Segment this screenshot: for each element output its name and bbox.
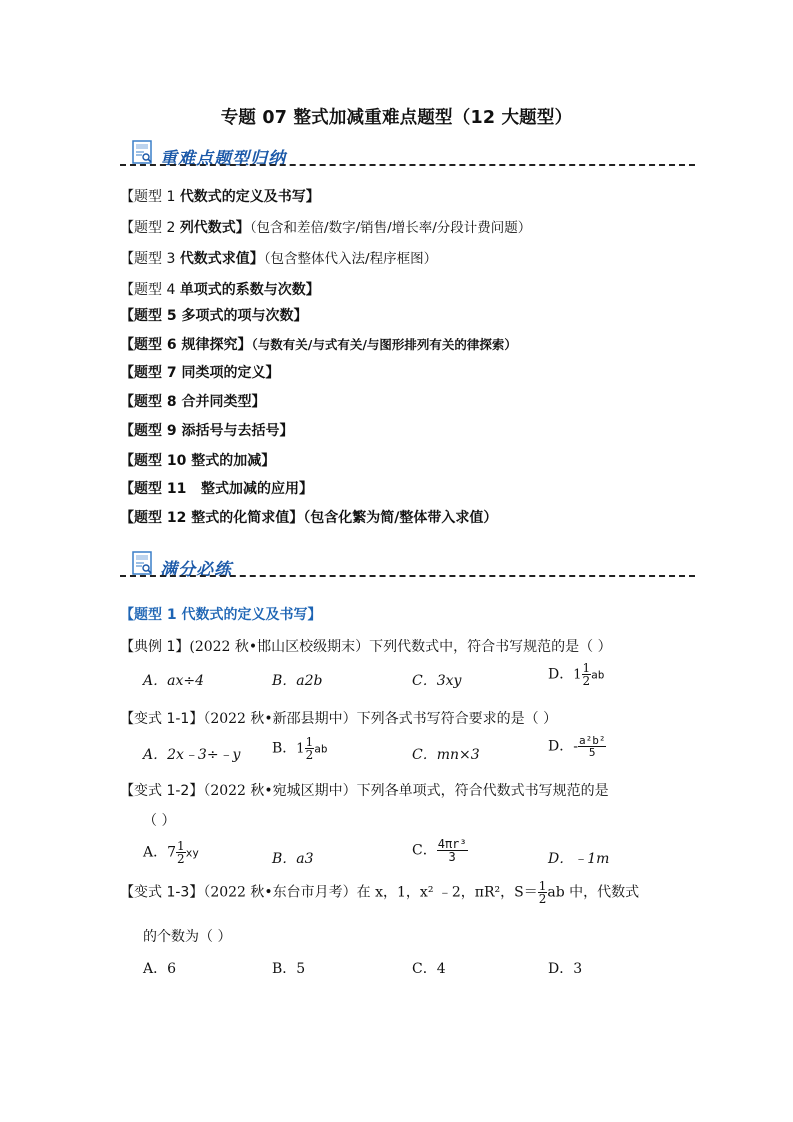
toc-item <box>120 216 531 237</box>
toc-label: 【题型 9 <box>120 423 182 439</box>
section-heading: 满分必练 <box>160 560 232 580</box>
option-d[interactable]: D．- $\frac{\text{a²b²}}{5}$ <box>548 734 606 759</box>
dashed-divider <box>120 164 695 166</box>
question-tag: 【变式 1-2】 <box>120 783 204 799</box>
toc-item <box>120 450 275 470</box>
toc-head: 单项式的系数与次数】 <box>179 282 320 298</box>
option-c[interactable]: C．4 <box>412 961 446 977</box>
dashed-divider <box>120 575 695 577</box>
option-b[interactable]: B．5 <box>272 961 306 977</box>
answer-bracket: （ ） <box>143 813 176 829</box>
toc-label: 【题型 6 <box>120 337 182 353</box>
toc-item <box>120 362 280 382</box>
section-header-practice <box>120 547 700 595</box>
toc-head: 同类项的定义】 <box>181 365 280 381</box>
question-tag: 【变式 1-1】 <box>120 711 204 727</box>
question-text: ab 中，代数式 <box>547 884 640 901</box>
option-a[interactable]: A．6 <box>143 961 177 977</box>
toc-label: 【题型 3 <box>120 251 180 267</box>
toc-head: 添括号与去括号】 <box>181 423 294 439</box>
document-search-icon <box>132 551 154 576</box>
toc-label: 【题型 7 <box>120 365 182 381</box>
option-b[interactable]: B．a2b <box>272 673 323 689</box>
question-tag: 【变式 1-3】 <box>120 884 204 901</box>
question-text: （2022 秋•新邵县期中）下列各式书写符合要求的是（ ） <box>203 711 558 727</box>
option-d[interactable]: D．1 $\frac{1}{2}$ ab <box>548 661 605 688</box>
section-heading: 重难点题型归纳 <box>160 149 286 169</box>
document-search-icon <box>132 140 154 165</box>
fraction: $\frac{1}{2}$ <box>305 735 314 762</box>
option-c[interactable]: C．mn×3 <box>412 747 480 763</box>
question-text: (2022 秋•邯山区校级期末）下列代数式中，符合书写规范的是（ ） <box>189 639 612 655</box>
toc-head: 整式的化简求值】（包含化繁为简/整体带入求值） <box>191 510 498 526</box>
question-stem <box>120 636 612 656</box>
toc-label: 【题型 4 <box>120 282 180 298</box>
option-a[interactable]: A．ax÷4 <box>143 673 204 689</box>
option-b[interactable]: B．1 $\frac{1}{2}$ ab <box>272 735 328 762</box>
question-stem <box>120 708 557 728</box>
toc-item <box>120 247 437 268</box>
question-text: （2022 秋•东台市月考）在 x，1，x² ﹣2，πR²，S＝ <box>203 884 538 901</box>
toc-label: 【题型 2 <box>120 220 180 236</box>
option-c[interactable]: C．3xy <box>412 673 462 689</box>
toc-head: 合并同类型】 <box>181 394 266 410</box>
toc-label: 【题型 10 <box>120 453 192 469</box>
toc-item <box>120 391 266 411</box>
question-stem-cont: 的个数为（ ） <box>143 929 232 945</box>
toc-item <box>120 478 313 498</box>
toc-head: 列代数式】 <box>179 220 250 236</box>
toc-label: 【题型 11 <box>120 481 192 497</box>
fraction: $\frac{\text{a²b²}}{5}$ <box>578 734 606 759</box>
option-c[interactable]: C． $\frac{\text{4πr³}}{3}$ <box>412 837 467 864</box>
toc-note: （与数有关/与式有关/与图形排列有关的律探索） <box>251 337 517 352</box>
toc-item <box>120 305 308 325</box>
toc-head: 整式的加减】 <box>191 453 276 469</box>
toc-label: 【题型 12 <box>120 510 192 526</box>
toc-head: 整式加减的应用】 <box>191 481 313 497</box>
toc-item <box>120 420 294 440</box>
toc-head: 规律探究】 <box>181 337 252 353</box>
toc-note: （包含整体代入法/程序框图） <box>263 251 438 267</box>
option-d[interactable]: D．3 <box>548 961 583 977</box>
toc-head: 代数式的定义及书写】 <box>179 189 320 205</box>
question-tag: 【典例 1】 <box>120 639 190 655</box>
toc-head: 代数式求值】 <box>179 251 264 267</box>
option-b[interactable]: B．a3 <box>272 851 314 867</box>
question-type-heading: 【题型 1 代数式的定义及书写】 <box>120 607 322 623</box>
toc-item <box>120 279 320 299</box>
toc-item <box>120 186 320 206</box>
option-a[interactable]: A．2x﹣3÷﹣y <box>143 747 241 763</box>
page-title: 专题 07 整式加减重难点题型（12 大题型） <box>220 108 573 128</box>
option-a[interactable]: A．7 $\frac{1}{2}$ xy <box>143 839 199 866</box>
fraction: $\frac{1}{2}$ <box>538 879 547 906</box>
question-stem <box>120 880 639 905</box>
question-text: （2022 秋•宛城区期中）下列各单项式，符合代数式书写规范的是 <box>203 783 609 799</box>
toc-label: 【题型 1 <box>120 189 180 205</box>
toc-item <box>120 334 517 354</box>
toc-label: 【题型 8 <box>120 394 182 410</box>
toc-head: 多项式的项与次数】 <box>181 308 308 324</box>
question-stem <box>120 780 609 800</box>
fraction: $\frac{1}{2}$ <box>582 661 591 688</box>
option-d[interactable]: D．﹣1m <box>548 851 610 867</box>
fraction: $\frac{1}{2}$ <box>177 839 185 866</box>
toc-label: 【题型 5 <box>120 308 182 324</box>
toc-note: （包含和差倍/数字/销售/增长率/分段计费问题） <box>249 220 532 236</box>
toc-item <box>120 507 497 527</box>
section-header-summary <box>120 136 700 184</box>
fraction: $\frac{\text{4πr³}}{3}$ <box>437 837 467 864</box>
